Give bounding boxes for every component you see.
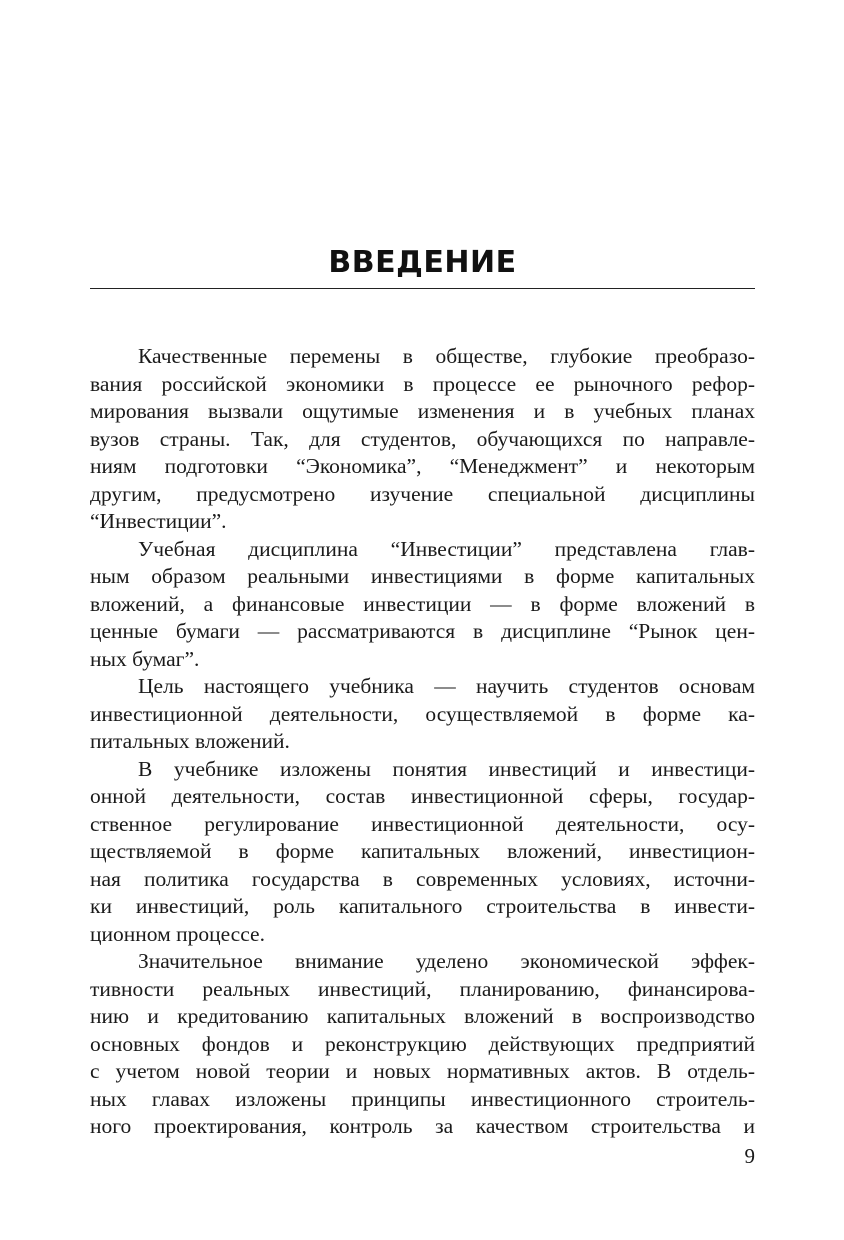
text-line: вложений, а финансовые инвестиции — в форме вложений в xyxy=(90,591,755,616)
text-line: Качественные перемены в обществе, глубокие преобразо- xyxy=(138,344,755,368)
body-text xyxy=(90,343,755,1141)
text-line: ного проектирования, контроль за качеством строительства и xyxy=(90,1114,755,1138)
text-line: вания российской экономики в процессе ее рыночного рефор- xyxy=(90,371,755,396)
text-line: В учебнике изложены понятия инвестиций и инвестици- xyxy=(138,756,755,781)
text-line: ных главах изложены принципы инвестиционного строитель- xyxy=(90,1086,755,1111)
text-line: другим, предусмотрено изучение специальной дисциплины xyxy=(90,481,755,506)
chapter-title: ВВЕДЕНИЕ xyxy=(328,245,517,280)
text-line: ных бумаг”. xyxy=(90,646,200,671)
paragraph xyxy=(90,756,755,949)
title-underline-rule xyxy=(90,288,755,289)
text-line: ществляемой в форме капитальных вложений, инвестицион- xyxy=(90,839,755,863)
text-line: ная политика государства в современных условиях, источни- xyxy=(90,866,755,891)
text-line: Цель настоящего учебника — научить студентов основам xyxy=(138,674,755,698)
text-line: онной деятельности, состав инвестиционной сферы, государ- xyxy=(90,784,755,808)
text-line: ным образом реальными инвестициями в форме капитальных xyxy=(90,564,755,588)
text-line: “Инвестиции”. xyxy=(90,509,227,533)
text-line: нию и кредитованию капитальных вложений в воспроизводство xyxy=(90,1004,755,1028)
text-line: инвестиционной деятельности, осуществляемой в форме ка- xyxy=(90,701,755,726)
text-line: основных фондов и реконструкцию действующих предприятий xyxy=(90,1031,755,1056)
text-line: ционном процессе. xyxy=(90,921,265,946)
text-line: Учебная дисциплина “Инвестиции” представлена глав- xyxy=(138,536,755,561)
text-line: вузов страны. Так, для студентов, обучающихся по направле- xyxy=(90,426,755,451)
text-line: тивности реальных инвестиций, планированию, финансирова- xyxy=(90,976,755,1001)
text-line: с учетом новой теории и новых нормативных актов. В отдель- xyxy=(90,1059,755,1083)
paragraph xyxy=(90,673,755,756)
page-number: 9 xyxy=(744,1144,755,1168)
paragraph xyxy=(90,948,755,1141)
text-line: ственное регулирование инвестиционной деятельности, осу- xyxy=(90,811,755,836)
paragraph xyxy=(90,536,755,674)
text-line: Значительное внимание уделено экономической эффек- xyxy=(138,949,755,973)
text-line: ниям подготовки “Экономика”, “Менеджмент” и некоторым xyxy=(90,454,755,478)
text-line: мирования вызвали ощутимые изменения и в учебных планах xyxy=(90,399,755,423)
paragraph xyxy=(90,343,755,536)
text-line: питальных вложений. xyxy=(90,729,290,753)
text-line: ценные бумаги — рассматриваются в дисциплине “Рынок цен- xyxy=(90,619,755,643)
text-line: ки инвестиций, роль капитального строительства в инвести- xyxy=(90,894,755,918)
